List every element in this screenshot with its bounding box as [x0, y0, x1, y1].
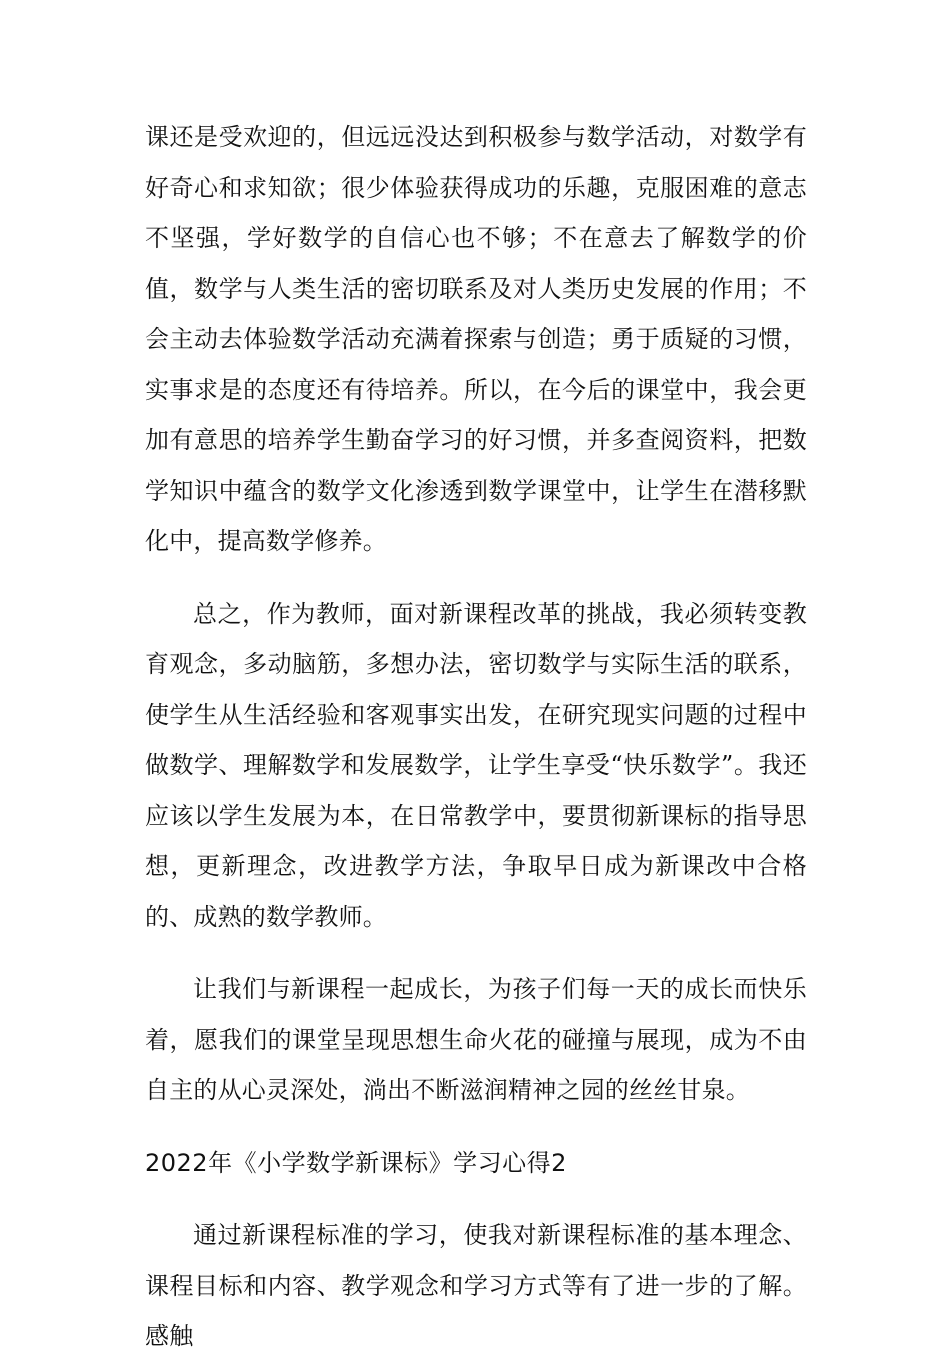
document-body	[145, 112, 807, 1362]
paragraph-conclusion: 总之，作为教师，面对新课程改革的挑战，我必须转变教育观念，多动脑筋，多想办法，密切数学与实际生活的联系，使学生从生活经验和客观事实出发，在研究现实问题的过程中做数学、理解数学和发展数学，让学生享受“快乐数学”。我还应该以学生发展为本，在日常教学中，要贯彻新课标的指导思想，更新理念，改进教学方法，争取早日成为新课改中合格的、成熟的数学教师。	[145, 599, 807, 931]
paragraph-closing: 让我们与新课程一起成长，为孩子们每一天的成长而快乐着，愿我们的课堂呈现思想生命火花的碰撞与展现，成为不由自主的从心灵深处，淌出不断滋润精神之园的丝丝甘泉。	[145, 975, 807, 1104]
paragraph-continuation: 课还是受欢迎的，但远远没达到积极参与数学活动，对数学有好奇心和求知欲；很少体验获得成功的乐趣，克服困难的意志不坚强，学好数学的自信心也不够；不在意去了解数学的价值，数学与人类生活的密切联系及对人类历史发展的作用；不会主动去体验数学活动充满着探索与创造；勇于质疑的习惯，实事求是的态度还有待培养。所以，在今后的课堂中，我会更加有意思的培养学生勤奋学习的好习惯，并多查阅资料，把数学知识中蕴含的数学文化渗透到数学课堂中，让学生在潜移默化中，提高数学修养。	[145, 123, 807, 555]
section-heading: 2022年《小学数学新课标》学习心得2	[145, 1148, 567, 1177]
paragraph-new-section: 通过新课程标准的学习，使我对新课程标准的基本理念、课程目标和内容、教学观念和学习方式等有了进一步的了解。感触	[145, 1221, 807, 1350]
